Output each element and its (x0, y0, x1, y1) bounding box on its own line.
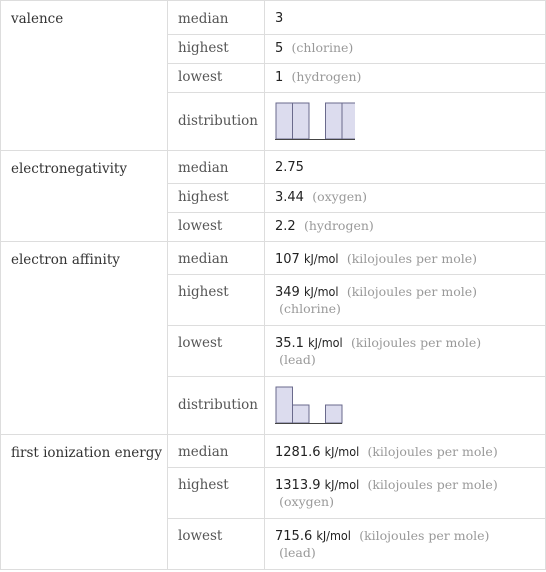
stat-value (265, 64, 546, 93)
element-note: (oxygen) (279, 494, 334, 509)
property-label: first ionization energy (1, 435, 168, 570)
value-number: 5 (275, 41, 284, 56)
unit-label: kJ/mol (303, 284, 339, 299)
value-number: 2.2 (275, 219, 296, 234)
unit-name: (kilojoules per mole) (359, 528, 490, 543)
distribution-histogram (275, 385, 355, 427)
table-row (1, 242, 546, 275)
stat-label: median (168, 242, 265, 275)
unit-name: (kilojoules per mole) (367, 444, 498, 459)
stat-label: lowest (168, 213, 265, 242)
stat-label: lowest (168, 64, 265, 93)
histogram-bar (326, 405, 343, 423)
stat-label: distribution (168, 93, 265, 151)
stat-label: highest (168, 184, 265, 213)
stat-label: highest (168, 275, 265, 326)
unit-label: kJ/mol (316, 528, 351, 543)
stat-value (265, 275, 546, 326)
stat-value (265, 326, 546, 377)
value-number: 2.75 (275, 160, 304, 175)
histogram-bar (293, 103, 310, 139)
value-number: 35.1 (275, 336, 304, 351)
stat-value (265, 242, 546, 275)
stat-value (265, 435, 546, 468)
value-number: 1313.9 (275, 478, 321, 493)
element-note: (chlorine) (279, 301, 341, 316)
property-label: valence (1, 1, 168, 151)
element-note: (lead) (279, 352, 316, 367)
property-label: electronegativity (1, 151, 168, 242)
unit-label: kJ/mol (324, 444, 360, 459)
distribution-cell (265, 93, 546, 151)
unit-name: (kilojoules per mole) (346, 284, 478, 299)
value-number: 349 (275, 285, 300, 300)
table-row (1, 1, 546, 35)
element-note: (lead) (279, 545, 316, 560)
value-number: 1 (275, 70, 284, 85)
stat-label: lowest (168, 519, 265, 570)
value-number: 107 (275, 252, 300, 267)
stat-value (265, 35, 546, 64)
stat-value (265, 1, 546, 35)
element-note: (hydrogen) (291, 69, 362, 84)
stat-label: highest (168, 468, 265, 519)
element-note: (hydrogen) (303, 218, 374, 233)
distribution-histogram (275, 101, 355, 143)
stat-label: highest (168, 35, 265, 64)
distribution-cell (265, 377, 546, 435)
stat-value (265, 151, 546, 184)
stat-label: distribution (168, 377, 265, 435)
stat-value (265, 213, 546, 242)
stat-label: lowest (168, 326, 265, 377)
unit-label: kJ/mol (308, 335, 343, 350)
value-number: 1281.6 (275, 445, 321, 460)
unit-label: kJ/mol (324, 477, 360, 492)
histogram-bar (342, 103, 355, 139)
histogram-bar (276, 387, 293, 423)
stat-label: median (168, 435, 265, 468)
value-number: 715.6 (275, 529, 313, 544)
element-note: (chlorine) (291, 40, 354, 55)
element-note: (oxygen) (312, 189, 368, 204)
unit-name: (kilojoules per mole) (367, 477, 498, 492)
unit-label: kJ/mol (303, 251, 339, 266)
table-row (1, 435, 546, 468)
table-row (1, 151, 546, 184)
histogram-bar (326, 103, 343, 139)
unit-name: (kilojoules per mole) (346, 251, 478, 266)
histogram-bar (276, 103, 293, 139)
histogram-bar (293, 405, 310, 423)
property-label: electron affinity (1, 242, 168, 435)
unit-name: (kilojoules per mole) (350, 335, 482, 350)
stat-value (265, 184, 546, 213)
stat-value (265, 519, 546, 570)
stat-value (265, 468, 546, 519)
value-number: 3.44 (275, 190, 304, 205)
stat-label: median (168, 151, 265, 184)
stat-label: median (168, 1, 265, 35)
value-number: 3 (275, 11, 284, 26)
